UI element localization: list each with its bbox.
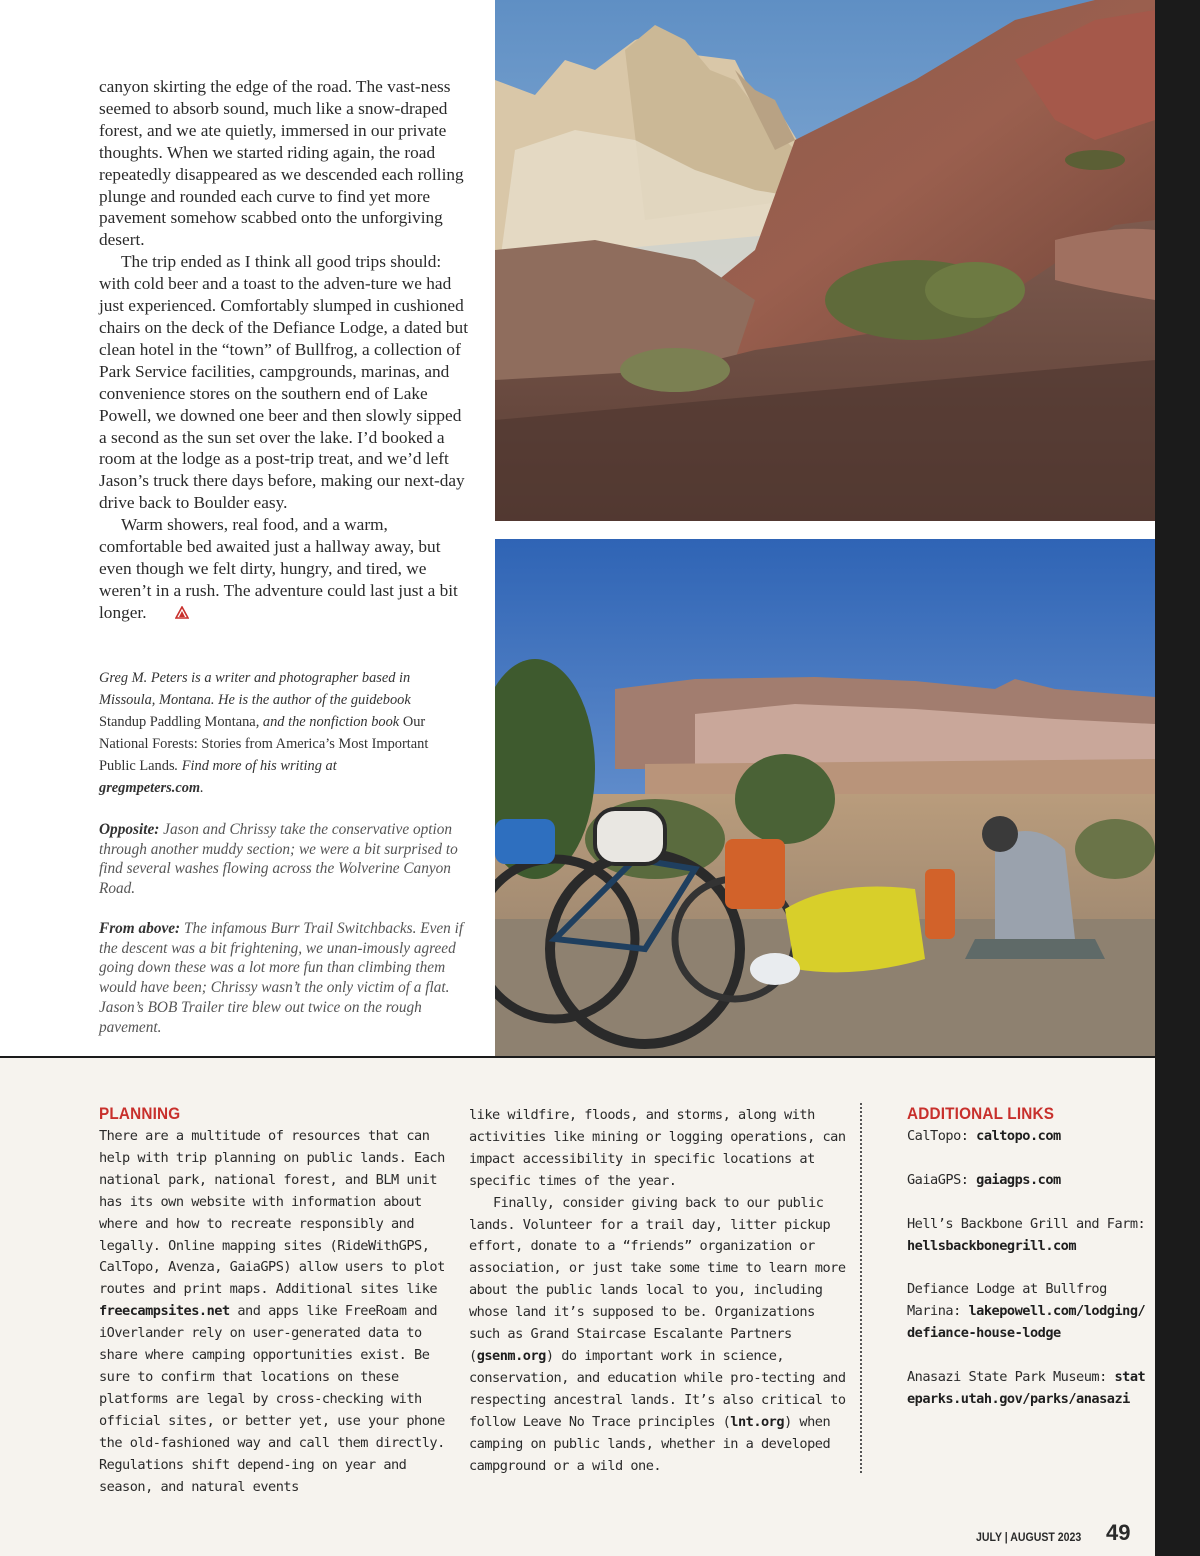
issue-date: JULY | AUGUST 2023 (976, 1530, 1082, 1544)
bio-text: Greg M. Peters is a writer and photographer based in Missoula, Montana. He is the author of the guidebook (99, 670, 411, 708)
link-item-defiance-lodge (907, 1279, 1147, 1345)
photo-burr-trail-switchbacks (495, 0, 1155, 521)
photo-bike-repair-stop (495, 539, 1155, 1056)
article-body (99, 76, 469, 624)
bio-book-title: Standup Paddling Montana (99, 713, 256, 730)
link-url[interactable]: hellsbackbonegrill.com (907, 1237, 1077, 1254)
additional-links-heading: ADDITIONAL LINKS (907, 1104, 1055, 1123)
link-label: Anasazi State Park Museum: (907, 1368, 1107, 1385)
page-number: 49 (1106, 1520, 1131, 1545)
planning-text: ) do important work in science, conservation, and education while pro-tecting and respecting ancestral lands. It’s also critical to follow Leave No Trace principles ( (469, 1347, 846, 1430)
link-url[interactable]: stateparks.utah.gov/parks/anasazi (907, 1368, 1146, 1407)
link-item-caltopo (907, 1126, 1147, 1148)
caption-text: Jason and Chrissy take the conservative option through another muddy section; we were a bit surprised to find several washes flowing across the Wolverine Canyon Road. (99, 821, 458, 898)
photo-caption-from-above (99, 919, 464, 1037)
planning-text: Finally, consider giving back to our public lands. Volunteer for a trail day, litter pickup effort, donate to a “friends” organization or association, or just take some time to learn more about the public lands local to you, including whose land it’s supposed to be. Organizations such as Grand Staircase Escalante Partners ( (469, 1194, 846, 1364)
article-paragraph: The trip ended as I think all good trips should: with cold beer and a toast to the adven-ture we had just experienced. Comfortably slumped in cushioned chairs on the deck of the Defiance Lodge, a dated but clean hotel in the “town” of Bullfrog, a collection of Park Service facilities, campgrounds, marinas, and convenience stores on the southern end of Lake Powell, we downed one beer and then slowly sipped a second as the sun set over the lake. I’d booked a room at the lodge as a post-trip treat, and we’d left Jason’s truck there days before, making our next-day drive back to Boulder easy. (99, 252, 468, 513)
planning-text: There are a multitude of resources that can help with trip planning on public lands. Each national park, national forest, and BLM unit has its own website with information about where and how to recreate responsibly and legally. Online mapping sites (RideWithGPS, CalTopo, Avenza, GaiaGPS) allow users to plot routes and print maps. Additional sites like (99, 1128, 445, 1298)
link-url[interactable]: caltopo.com (976, 1128, 1061, 1144)
caption-text: The infamous Burr Trail Switchbacks. Even if the descent was a bit frightening, we unan-imously agreed going down these was a lot more fun than climbing them would have been; Chrissy wasn’t the only victim of a flat. Jason’s BOB Trailer tire blew out twice on the rough pavement. (99, 920, 464, 1036)
bio-text: . Find more of his writing at (174, 757, 337, 774)
photo-caption-opposite (99, 820, 464, 899)
end-of-story-icon (153, 603, 167, 616)
gsenm-link[interactable]: gsenm.org (476, 1347, 546, 1364)
freecampsites-link[interactable]: freecampsites.net (99, 1303, 230, 1320)
link-item-hells-backbone (907, 1214, 1147, 1258)
link-label: GaiaGPS: (907, 1171, 969, 1188)
planning-paragraph (99, 1126, 454, 1498)
planning-heading: PLANNING (99, 1104, 181, 1123)
link-url[interactable]: gaiagps.com (976, 1171, 1061, 1188)
caption-label: From above: (99, 920, 181, 937)
bio-book-title: Our National Forests: Stories from America’s Most Important Public Lands (99, 713, 429, 774)
planning-paragraph (469, 1193, 849, 1478)
author-bio (99, 668, 444, 799)
lnt-link[interactable]: lnt.org (730, 1413, 785, 1430)
planning-column-continued (469, 1105, 849, 1477)
link-item-anasazi (907, 1367, 1147, 1411)
link-label: CalTopo: (907, 1128, 969, 1144)
planning-text: ) when camping on public lands, whether in a developed campground or a wild one. (469, 1413, 831, 1474)
link-item-gaiagps (907, 1170, 1147, 1192)
article-paragraph-text: Warm showers, real food, and a warm, comfortable bed awaited just a hallway away, but even though we felt dirty, hungry, and tired, we weren’t in a rush. The adventure could last just a bit longer. (99, 515, 458, 622)
bio-text: , and the nonfiction book (255, 713, 400, 730)
link-label: Hell’s Backbone Grill and Farm: (907, 1215, 1146, 1232)
additional-links-column (907, 1102, 1147, 1433)
planning-text: and apps like FreeRoam and iOverlander rely on user-generated data to share where camping opportunities exist. Be sure to confirm that locations on these platforms are legal by cross-checking with official sites, or better yet, use your phone the old-fashioned way and call them directly. Regulations shift depend-ing on year and season, and natural events (99, 1303, 445, 1495)
bio-website-link[interactable]: gregmpeters.com (99, 779, 201, 796)
planning-column (99, 1102, 454, 1498)
caption-label: Opposite: (99, 821, 160, 838)
link-label: Defiance Lodge at Bullfrog Marina: (907, 1281, 1107, 1320)
bio-text: . (200, 779, 204, 796)
link-url[interactable]: lakepowell.com/lodging/defiance-house-lodge (907, 1303, 1146, 1342)
page-edge-bar (1155, 0, 1200, 1556)
article-paragraph: canyon skirting the edge of the road. The vast-ness seemed to absorb sound, much like a snow-draped forest, and we ate quietly, immersed in our private thoughts. When we started riding again, the road repeatedly disappeared as we descended each rolling plunge and rounded each curve to find yet more pavement somehow scabbed onto the unforgiving desert. (99, 77, 464, 250)
dotted-divider (860, 1103, 862, 1473)
article-paragraph (99, 514, 469, 624)
planning-paragraph: like wildfire, floods, and storms, along with activities like mining or logging operations, can impact accessibility in specific locations at specific times of the year. (469, 1107, 846, 1189)
